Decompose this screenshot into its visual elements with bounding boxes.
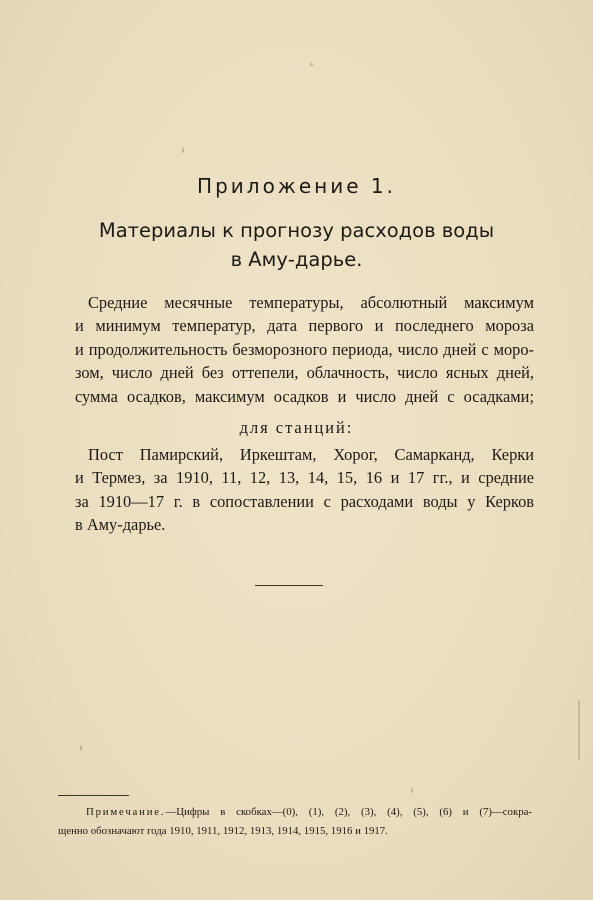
- paper-spot: [578, 700, 580, 760]
- paper-spot: [310, 63, 313, 66]
- section-divider: [255, 585, 323, 586]
- paragraph-line: Пост Памирский, Иркештам, Хорог, Самарканд, Керки: [88, 445, 534, 464]
- paper-spot: [182, 148, 184, 153]
- paragraph-line: зом, число дней без оттепели, облачность, число ясных дней,: [75, 363, 534, 383]
- footnote-rule: [58, 795, 129, 796]
- footnote-label: Примечание.: [86, 806, 166, 818]
- paragraph-contents: [75, 291, 534, 408]
- footnote: [58, 803, 532, 841]
- paragraph-line: и Термез, за 1910, 11, 12, 13, 14, 15, 16 и 17 гг., и средние: [75, 468, 534, 488]
- footnote-line-2: щенно обозначают года 1910, 1911, 1912, 1913, 1914, 1915, 1916 и 1917.: [58, 825, 388, 837]
- paragraph-line: в Аму-дарье.: [75, 515, 166, 535]
- main-title: [0, 216, 593, 274]
- main-title-line-2: в Аму-дарье.: [230, 248, 363, 271]
- paper-spot: [521, 397, 524, 400]
- paragraph-line: и минимум температур, дата первого и последнего мороза: [75, 316, 534, 336]
- paper-spot: [80, 745, 82, 751]
- footnote-line-1: [76, 803, 532, 822]
- paragraph-line: и продолжительность безморозного периода, число дней с моро-: [75, 339, 534, 359]
- paragraph-line: Средние месячные температуры, абсолютный максимум: [88, 293, 534, 312]
- appendix-title: Приложение 1.: [197, 174, 396, 198]
- footnote-text: —Цифры в скобках—(0), (1), (2), (3), (4), (5), (6) и (7)—сокра-: [165, 806, 532, 818]
- stations-label: для станций:: [239, 418, 354, 437]
- paragraph-line: сумма осадков, максимум осадков и число дней с осадками;: [75, 386, 534, 406]
- paragraph-stations: [75, 443, 534, 537]
- paragraph-line: за 1910—17 г. в сопоставлении с расходами воды у Керков: [75, 491, 534, 511]
- main-title-line-1: Материалы к прогнозу расходов воды: [98, 219, 495, 242]
- paper-spot: [411, 788, 413, 793]
